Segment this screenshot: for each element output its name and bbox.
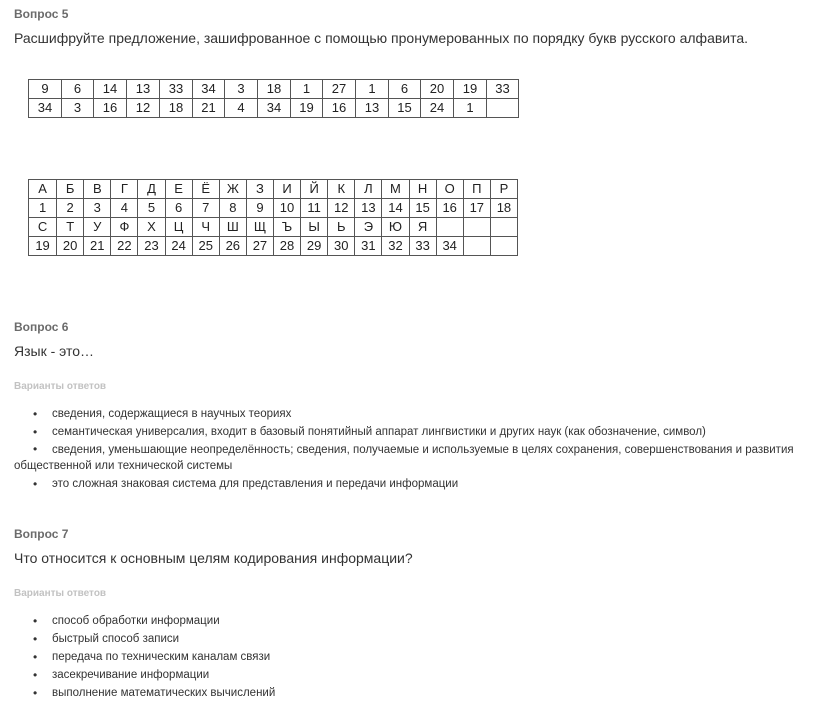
table-cell: Ё [192,180,219,199]
table-row [29,237,518,256]
table-cell: 27 [323,80,356,99]
answer-option: • сведения, содержащиеся в научных теориях [14,405,809,423]
table-cell: 5 [138,199,165,218]
table-cell: 33 [409,237,436,256]
table-cell: 16 [94,99,127,118]
table-cell: 32 [382,237,409,256]
table-cell: 22 [111,237,138,256]
table-cell: Т [57,218,84,237]
table-cell: 14 [94,80,127,99]
table-cell: Ы [301,218,328,237]
table-cell: Ъ [273,218,300,237]
table-cell: Ч [192,218,219,237]
table-cell: 28 [273,237,300,256]
table-cell: 15 [409,199,436,218]
table-cell: 6 [165,199,192,218]
answer-option: • засекречивание информации [14,666,809,684]
table-cell: В [84,180,111,199]
answer-option: • семантическая универсалия, входит в базовый понятийный аппарат лингвистики и других наук (как обозначение, символ) [14,423,809,441]
table-cell: 33 [160,80,193,99]
table-cell [436,218,463,237]
alphabet-table [28,179,518,256]
table-cell: 19 [291,99,323,118]
table-cell: 8 [219,199,246,218]
table-cell: 19 [29,237,57,256]
table-cell: 9 [29,80,62,99]
table-cell: Я [409,218,436,237]
table-cell: 34 [29,99,62,118]
table-cell: 24 [165,237,192,256]
table-cell: Щ [246,218,273,237]
table-cell: Й [301,180,328,199]
table-cell: К [328,180,355,199]
table-cell: 18 [490,199,517,218]
table-cell: 2 [57,199,84,218]
answer-option: • выполнение математических вычислений [14,684,809,702]
table-cell: З [246,180,273,199]
table-cell: Н [409,180,436,199]
table-cell: 31 [355,237,382,256]
answer-option: • быстрый способ записи [14,630,809,648]
answer-option: • способ обработки информации [14,612,809,630]
table-cell: 33 [487,80,519,99]
table-cell: 4 [225,99,258,118]
table-cell: Г [111,180,138,199]
table-cell: 27 [246,237,273,256]
table-row [29,199,518,218]
table-cell: 13 [356,99,389,118]
table-cell: 19 [454,80,487,99]
table-cell: 12 [328,199,355,218]
table-cell: Д [138,180,165,199]
answer-option: • сведения, уменьшающие неопределённость; сведения, получаемые и используемые в целях сохранения, совершенствования и развития общественной или технической системы [14,441,809,475]
table-cell: 21 [84,237,111,256]
table-cell: Ф [111,218,138,237]
table-cell: П [463,180,490,199]
table-cell: Ц [165,218,192,237]
table-cell: 20 [57,237,84,256]
table-cell: 21 [193,99,225,118]
table-cell: 7 [192,199,219,218]
answer-option: • это сложная знаковая система для представления и передачи информации [14,475,809,493]
table-cell: 3 [84,199,111,218]
question-7-number: Вопрос 7 [14,527,69,541]
table-cell: Ю [382,218,409,237]
table-cell: 1 [29,199,57,218]
table-cell: 29 [301,237,328,256]
table-cell: 1 [291,80,323,99]
table-cell: 17 [463,199,490,218]
table-cell: 34 [436,237,463,256]
table-cell: 13 [127,80,160,99]
table-cell: 1 [356,80,389,99]
table-cell: 34 [193,80,225,99]
table-cell: 26 [219,237,246,256]
question-6-number: Вопрос 6 [14,320,69,334]
table-row [29,218,518,237]
table-row [29,80,519,99]
table-cell [490,237,517,256]
table-cell: М [382,180,409,199]
table-cell: А [29,180,57,199]
table-row [29,99,519,118]
question-5-text: Расшифруйте предложение, зашифрованное с помощью пронумерованных по порядку букв русского алфавита. [14,30,749,46]
table-cell: 15 [389,99,421,118]
cipher-table [28,79,519,118]
question-6-answers-label: Варианты ответов [14,381,107,392]
table-cell: 6 [62,80,94,99]
question-5-number: Вопрос 5 [14,7,69,21]
table-cell: Л [355,180,382,199]
table-cell: О [436,180,463,199]
table-cell: И [273,180,300,199]
table-cell: 1 [454,99,487,118]
table-cell: Ж [219,180,246,199]
answer-option: • передача по техническим каналам связи [14,648,809,666]
table-cell: 4 [111,199,138,218]
table-cell: 20 [421,80,454,99]
table-cell: 25 [192,237,219,256]
question-6-text: Язык - это… [14,343,95,359]
table-cell: Б [57,180,84,199]
table-cell: Х [138,218,165,237]
table-cell [487,99,519,118]
table-cell: 16 [323,99,356,118]
table-cell [463,237,490,256]
table-cell: 12 [127,99,160,118]
table-cell: 24 [421,99,454,118]
table-row [29,180,518,199]
table-cell: 34 [258,99,291,118]
table-cell: У [84,218,111,237]
question-6-answer-list [14,405,809,493]
table-cell [490,218,517,237]
table-cell: 30 [328,237,355,256]
table-cell: Р [490,180,517,199]
table-cell: 16 [436,199,463,218]
table-cell: Ш [219,218,246,237]
table-cell: 3 [62,99,94,118]
table-cell: 3 [225,80,258,99]
question-7-text: Что относится к основным целям кодирования информации? [14,550,413,566]
table-cell: С [29,218,57,237]
table-cell: 13 [355,199,382,218]
table-cell: Э [355,218,382,237]
table-cell: 18 [160,99,193,118]
question-7-answers-label: Варианты ответов [14,588,107,599]
table-cell: 11 [301,199,328,218]
table-cell: 14 [382,199,409,218]
table-cell: 10 [273,199,300,218]
table-cell: 6 [389,80,421,99]
question-7-answer-list [14,612,809,702]
table-cell: Ь [328,218,355,237]
table-cell [463,218,490,237]
table-cell: 18 [258,80,291,99]
table-cell: 23 [138,237,165,256]
table-cell: Е [165,180,192,199]
table-cell: 9 [246,199,273,218]
